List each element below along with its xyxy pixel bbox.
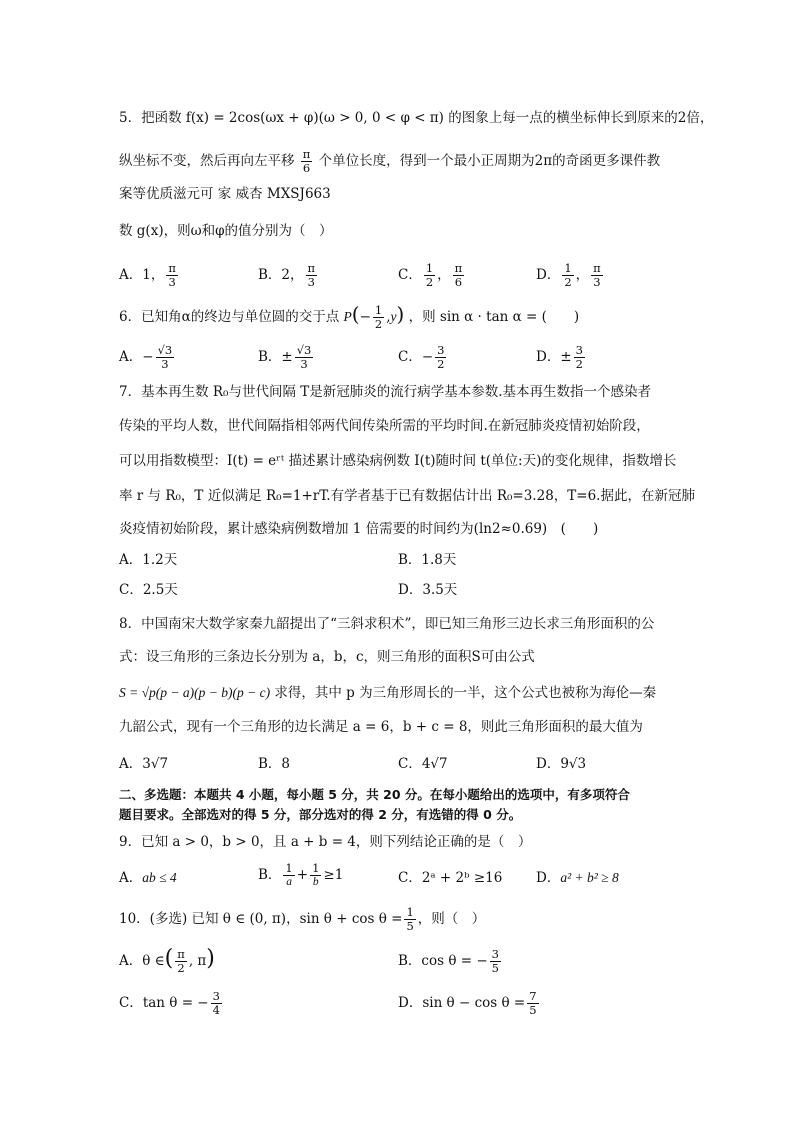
q6-option-c-label: C． [398,349,422,365]
q6-option-a-num: √3 [157,343,173,357]
q6-option-b-den: 3 [300,357,308,371]
q6-text-a: 6．已知角α的终边与单位圆的交于点 [119,309,340,325]
q6-option-d-num: 3 [575,343,583,357]
q10-frac-num: 1 [406,905,414,919]
q10-option-b-den: 5 [491,961,499,975]
q10-stem [119,906,485,933]
q6-frac [373,304,384,331]
section-2-heading-line-1: 二、多选题：本题共 4 小题，每小题 5 分，共 20 分。在每小题给出的选项中，有多项符合 [119,787,630,802]
q5-option-d-frac1 [562,262,573,289]
q8-option-a: A．3√7 [119,756,169,772]
q6-option-d-den: 2 [575,357,583,371]
q7-line-5: 炎疫情初始阶段，累计感染病例数增加 1 倍需要的时间约为(ln2≈0.69) ( ) [119,521,599,537]
q10-option-d-text: D．sin θ − cos θ = [398,995,526,1011]
q8-line-1: 8．中国南宋大数学家秦九韶提出了“三斜求积术”，即已知三角形三边长求三角形面积的公 [119,616,655,632]
q5-option-c-den: 6 [454,275,463,289]
q9-option-a-label: A． [119,870,143,886]
q10-option-b-frac [490,948,501,975]
q5-option-c-den1: 2 [425,275,434,289]
q6-option-d-label: D． [536,349,561,365]
q5-option-c-label: C． [398,267,422,283]
q6-point: P [343,309,352,324]
q6-frac-num: 1 [374,303,383,317]
q5-option-d-num: π [593,261,601,275]
q6-option-a-den: 3 [161,357,169,371]
q5-option-b-value: 2， [281,267,304,283]
q10-option-c-frac [211,990,222,1017]
q9-option-d-label: D． [536,870,561,886]
q8-line-3 [119,683,656,703]
q6-option-a-frac [156,344,175,371]
q8-line-3-text: 求得，其中 p 为三角形周长的一半，这个公式也被称为海伦—秦 [270,685,657,701]
q10-option-c-text: C．tan θ = − [119,995,209,1011]
q10-option-d-frac [527,990,538,1017]
q6-option-c-sign: − [421,349,434,365]
q9-option-b-frac2: $\frac{1}{b}$ [312,861,320,888]
q5-option-d-frac2 [591,262,603,289]
q6-option-d [536,344,587,371]
q6-option-b-frac [295,344,314,371]
q6-stem: 6．已知角α的终边与单位圆的交于点 P(− $\frac{1}{2}$ ,y) ，则 sin α · tan α = ( ) [119,302,580,331]
q5-frac [301,148,313,175]
q7-line-1: 7．基本再生数 R₀与世代间隔 T是新冠肺炎的流行病学基本参数.基本再生数指一个感染者 [119,384,652,400]
q5-line-3: 案等优质滋元可 家 威杏 MXSJ663 [119,186,331,202]
q5-option-c-num1: 1 [425,261,434,275]
q10-option-d [398,990,541,1017]
q9-option-b-text: ≥1 [323,867,344,883]
q6-option-c-den: 2 [437,357,445,371]
q5-option-c-frac2 [453,262,465,289]
q5-line-2-a: 纵坐标不变，然后再向左平移 [119,153,295,169]
q10-option-a-den: 2 [177,961,185,975]
q9-option-c [398,868,502,888]
q7-option-b: B．1.8天 [398,552,457,568]
q5-line-1: 5．把函数 f(x) = 2cos(ωx + φ)(ω > 0, 0 < φ < π) 的图象上每一点的横坐标伸长到原来的2倍， [119,110,714,126]
q9-option-b-label: B． [258,867,282,883]
q5-option-a-num: π [168,261,176,275]
q9-option-a-text: ab ≤ 4 [142,870,177,885]
q5-option-a-den: 3 [168,275,176,289]
q9-stem: 9．已知 a > 0，b > 0，且 a + b = 4，则下列结论正确的是（ ） [119,834,532,850]
q10-option-a-frac [175,948,187,975]
q6-option-a [119,344,176,371]
q5-option-d: D． $\frac{1}{2}$ ， $\frac{\pi}{3}$ [536,261,601,289]
q5-line-2 [119,148,660,175]
q7-option-a: A．1.2天 [119,552,178,568]
q5-line-2-b: 个单位长度，得到一个最小正周期为2π的奇函更多课件教 [318,153,661,169]
q6-option-b-sign: ± [281,349,293,365]
q10-option-b [398,948,503,975]
q6-option-b [258,344,315,371]
q6-text-b: ，则 sin α · tan α = ( ) [408,309,580,325]
q5-option-d-den1: 2 [564,275,572,289]
q5-option-b-frac [306,262,318,289]
q6-option-c-frac [435,344,446,371]
q5-frac-den: 6 [302,161,311,175]
q6-option-a-label: A． [119,349,143,365]
q5-option-d-num1: 1 [564,261,572,275]
q10-option-c-num: 3 [212,989,220,1003]
q5-option-b [258,262,319,289]
q5-option-a-frac [166,262,178,289]
q5-option-a [119,262,180,289]
q5-option-a-label: A． [119,267,143,283]
q10-option-a-tail: , π [188,953,207,969]
q6-option-b-label: B． [258,349,282,365]
q10-option-a-text: A．θ ∈ [119,953,165,969]
q8-option-b: B．8 [258,756,291,772]
q10-option-c [119,990,224,1017]
q8-option-c: C．4√7 [398,756,448,772]
q5-line-4: 数 g(x)，则ω和φ的值分别为（ ） [119,223,333,239]
q9-option-a [119,868,177,888]
q5-option-b-label: B． [258,267,282,283]
q5-option-d-label: D． [536,267,561,283]
q5-frac-num: π [302,147,311,161]
q8-option-d: D．9√3 [536,756,587,772]
q6-option-c-num: 3 [437,343,445,357]
q8-formula: S = √p(p − a)(p − b)(p − c) [119,685,271,700]
q8-line-4: 九韶公式，现有一个三角形的边长满足 a = 6，b + c = 8，则此三角形面积的最大值为 [119,719,643,735]
q10-text-a: 10．(多选) 已知 θ ∈ (0, π)，sin θ + cos θ = [119,911,403,927]
q9-option-c-text: 2ᵃ + 2ᵇ ≥16 [421,870,503,886]
q9-option-c-label: C． [398,870,422,886]
q10-frac-den: 5 [406,919,414,933]
q7-line-3: 可以用指数模型：I(t) = eʳᵗ 描述累计感染病例数 I(t)随时间 t(单位:天)的变化规律，指数增长 [119,453,677,469]
q5-option-a-value: 1， [142,267,165,283]
q10-option-c-den: 4 [212,1003,220,1017]
q10-frac [404,906,415,933]
q10-option-a: A．θ ∈( $\frac{\pi}{2}$ , π) [119,946,215,975]
q5-option-b-num: π [307,261,316,275]
q5-option-c-frac1 [424,262,435,289]
q7-line-4: 率 r 与 R₀，T 近似满足 R₀=1+rT.有学者基于已有数据估计出 R₀=3.28，T=6.据此，在新冠肺 [119,488,695,504]
q10-option-a-num: π [177,947,185,961]
q6-option-d-frac [574,344,585,371]
q10-text-b: ，则（ ） [417,911,486,927]
q10-option-b-num: 3 [491,947,499,961]
q7-option-d: D．3.5天 [398,582,458,598]
q9-option-b-frac1: $\frac{1}{a}$ [285,861,293,888]
q9-option-d-text: a² + b² ≥ 8 [560,870,619,885]
q6-option-c [398,344,448,371]
q9-option-d [536,868,619,888]
q6-option-a-sign: − [142,349,154,365]
q6-option-d-sign: ± [560,349,572,365]
section-2-heading-line-2: 题目要求。全部选对的得 5 分，部分选对的得 2 分，有选错的得 0 分。 [119,807,522,822]
q9-option-b: B． $\frac{1}{a}$ + $\frac{1}{b}$ ≥1 [258,861,344,888]
q10-option-b-text: B．cos θ = − [398,953,488,969]
q10-option-d-num: 7 [529,989,537,1003]
q5-option-c-num: π [454,261,463,275]
q6-option-b-num: √3 [296,343,312,357]
q7-option-c: C．2.5天 [119,582,178,598]
q7-line-2: 传染的平均人数，世代间隔指相邻两代间传染所需的平均时间.在新冠肺炎疫情初始阶段， [119,418,650,434]
q6-frac-den: 2 [374,317,383,331]
q5-option-b-den: 3 [307,275,315,289]
q10-option-d-den: 5 [529,1003,537,1017]
q5-option-c: C． $\frac{1}{2}$ ， $\frac{\pi}{6}$ [398,261,463,289]
q8-line-2: 式：设三角形的三条边长分别为 a，b，c，则三角形的面积S可由公式 [119,649,535,665]
q5-option-d-den: 3 [593,275,601,289]
